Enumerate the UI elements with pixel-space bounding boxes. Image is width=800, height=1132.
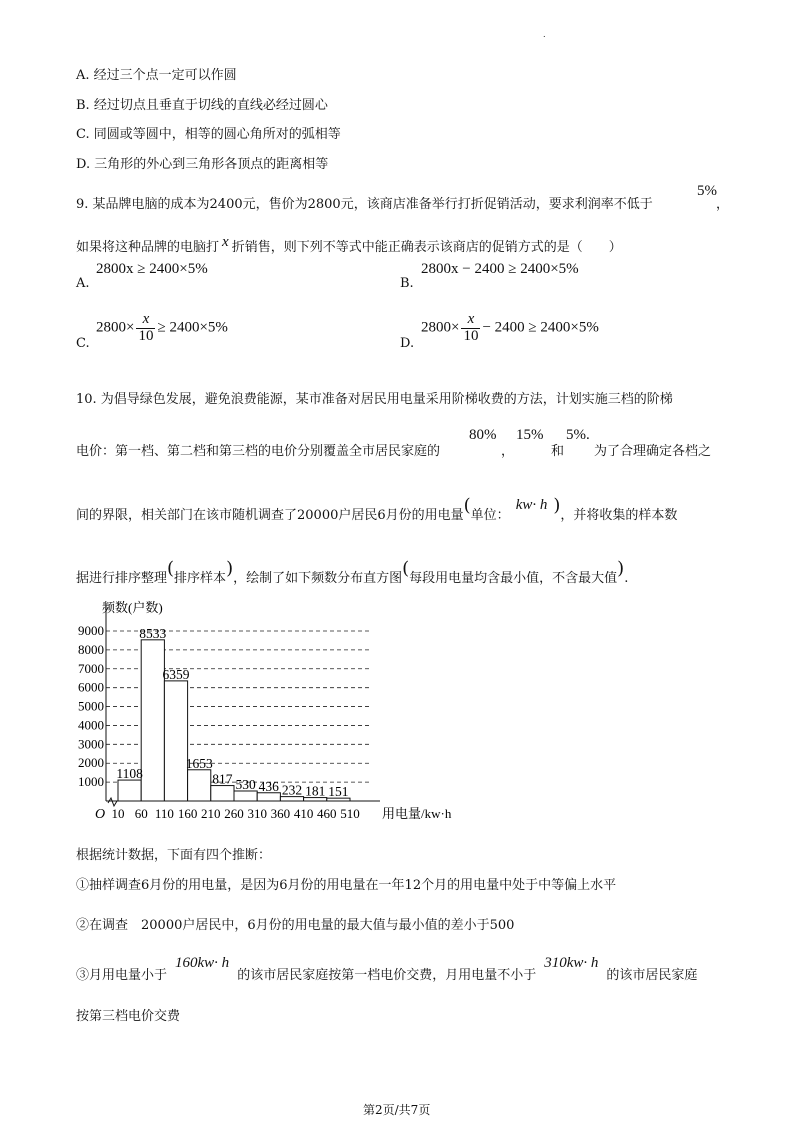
y-tick-2000: 2000 — [78, 755, 104, 771]
q9-option-a-expr: 2800x ≥ 2400×5% — [96, 261, 208, 277]
q10-line3-a: 间的界限，相关部门在该市随机调查了20000户居民6月份的用电量 — [76, 508, 464, 523]
origin-label: O — [95, 807, 106, 822]
bar-label-260: 530 — [235, 776, 256, 792]
s3-a: ③月用电量小于 — [76, 968, 168, 983]
q9-text: 9. 某品牌电脑的成本为2400元，售价为2800元，该商店准备举行打折促销活动，要求利润率不低于 — [76, 197, 653, 212]
q9-c-num: x — [136, 312, 155, 329]
q8-option-a: A. 经过三个点一定可以作圆 — [76, 68, 237, 83]
q9-c-den: 10 — [138, 327, 154, 344]
statement-3-line1 — [76, 955, 698, 984]
q9-d-pre: 2800× — [421, 319, 460, 336]
q9-line1-end: ， — [716, 197, 730, 212]
chart-bars — [118, 640, 350, 801]
x-tick-110: 110 — [154, 806, 174, 821]
q9-d-post: − 2400 ≥ 2400×5% — [482, 319, 599, 336]
s3-c: 的该市居民家庭 — [606, 968, 698, 983]
q9-d-num: x — [461, 312, 480, 329]
q9-option-d-expr — [421, 312, 599, 345]
chart-x-ticks — [112, 806, 360, 821]
q9-option-d-label: D. — [400, 336, 415, 351]
q10-comma: ， — [501, 444, 515, 459]
bar-110-160 — [164, 681, 187, 801]
bar-60-110 — [141, 640, 164, 801]
q9-d-den: 10 — [463, 327, 479, 344]
bar-260-310 — [234, 791, 257, 801]
x-tick-260: 260 — [224, 806, 244, 821]
bar-210-260 — [211, 786, 234, 801]
q10-paren3-close: ) — [617, 558, 625, 579]
bar-label-460: 151 — [328, 784, 349, 800]
y-tick-6000: 6000 — [78, 679, 104, 695]
page-footer: 第2页/共7页 — [363, 1103, 431, 1117]
q10-unit-label: 单位： — [470, 508, 510, 523]
q8-option-b: B. 经过切点且垂直于切线的直线必经过圆心 — [76, 98, 328, 113]
q9-line2-b: 折销售，则下列不等式中能正确表示该商店的促销方式的是（ ） — [231, 240, 622, 255]
q10-paren2-close: ) — [226, 558, 234, 579]
q10-paren2-open: ( — [167, 558, 175, 579]
x-tick-160: 160 — [177, 806, 198, 821]
s3-b: 的该市居民家庭按第一档电价交费，月用电量不小于 — [237, 968, 537, 983]
y-tick-5000: 5000 — [78, 698, 104, 714]
q9-option-c-expr — [96, 312, 228, 345]
q10-line4-p2: 每段用电量均含最小值，不含最大值 — [409, 571, 618, 586]
chart-y-ticks — [78, 623, 104, 789]
bar-label-210: 817 — [212, 771, 233, 787]
q10-and: 和 — [551, 444, 565, 459]
bar-label-160: 1653 — [185, 755, 213, 771]
q9-c-pre: 2800× — [96, 319, 135, 336]
q9-line1 — [76, 193, 653, 212]
x-axis-label: 用电量/kw·h — [382, 806, 452, 821]
y-tick-7000: 7000 — [78, 660, 104, 676]
q10-unit: kw· h — [515, 497, 548, 513]
bar-310-360 — [257, 793, 280, 801]
q10-line4 — [76, 558, 629, 587]
q10-paren3-open: ( — [402, 558, 410, 579]
y-tick-1000: 1000 — [78, 774, 104, 790]
bar-label-360: 232 — [281, 782, 303, 798]
q10-line3-b: ，并将收集的样本数 — [560, 508, 678, 523]
q9-percent: 5% — [697, 183, 717, 199]
q9-var-x: x — [222, 234, 229, 250]
x-tick-210: 210 — [201, 806, 221, 821]
q8-option-d: D. 三角形的外心到三角形各顶点的距离相等 — [76, 157, 329, 172]
axis-break-mark — [108, 798, 117, 806]
q10-line2-b: 为了合理确定各档之 — [594, 444, 712, 459]
q9-option-b-expr: 2800x − 2400 ≥ 2400×5% — [421, 261, 579, 277]
q10-p5: 5%. — [566, 427, 590, 443]
q10-paren-open: ( — [463, 495, 471, 516]
bar-160-210 — [188, 770, 211, 801]
bar-label-10: 1108 — [116, 766, 143, 782]
q10-line2-a: 电价：第一档、第二档和第三档的电价分别覆盖全市居民家庭的 — [76, 444, 441, 459]
x-tick-360: 360 — [270, 806, 291, 821]
s3-v1: 160kw· h — [175, 955, 230, 971]
statement-1: ①抽样调查6月份的用电量，是因为6月份的用电量在一年12个月的用电量中处于中等偏上水平 — [76, 878, 617, 893]
statement-3-line2: 按第三档电价交费 — [76, 1009, 181, 1024]
x-tick-310: 310 — [247, 806, 267, 821]
q10-line1: 10. 为倡导绿色发展，避免浪费能源，某市准备对居民用电量采用阶梯收费的方法，计划实施三档的阶梯 — [76, 392, 673, 407]
q10-p15: 15% — [516, 427, 544, 443]
q10-line4-p1: 排序样本 — [174, 571, 227, 586]
q9-d-fraction — [461, 312, 480, 345]
q10-line3 — [76, 495, 678, 524]
y-axis-label: 频数(户数) — [102, 600, 163, 615]
bar-label-110: 6359 — [162, 666, 190, 682]
q9-option-b-label: B. — [400, 276, 414, 291]
bar-10-60 — [118, 780, 141, 801]
q10-line4-end: . — [624, 571, 629, 586]
q8-option-c: C. 同圆或等圆中，相等的圆心角所对的弧相等 — [76, 127, 341, 142]
y-tick-4000: 4000 — [78, 717, 104, 733]
y-tick-9000: 9000 — [78, 623, 104, 638]
q10-paren-close: ) — [553, 495, 561, 516]
x-tick-410: 410 — [293, 806, 314, 821]
q9-line2 — [76, 236, 622, 256]
q10-p80: 80% — [469, 427, 497, 443]
q9-c-fraction — [136, 312, 155, 345]
q10-line4-b: ，绘制了如下频数分布直方图 — [233, 571, 403, 586]
bar-label-310: 436 — [258, 778, 279, 794]
histogram-chart — [62, 596, 482, 832]
after-intro: 根据统计数据，下面有四个推断： — [76, 848, 272, 863]
s3-v2: 310kw· h — [544, 955, 599, 971]
bar-label-60: 8533 — [139, 625, 167, 641]
q10-line4-a: 据进行排序整理 — [76, 571, 168, 586]
y-tick-8000: 8000 — [78, 641, 104, 657]
x-tick-60: 60 — [134, 806, 148, 821]
x-tick-10: 10 — [111, 806, 125, 821]
q9-option-a-label: A. — [76, 276, 90, 291]
q9-c-post: ≥ 2400×5% — [157, 319, 228, 336]
bar-label-410: 181 — [305, 783, 326, 799]
y-tick-3000: 3000 — [78, 736, 104, 752]
statement-2: ②在调查 20000户居民中，6月份的用电量的最大值与最小值的差小于500 — [76, 918, 515, 933]
x-tick-510: 510 — [340, 806, 360, 821]
top-dot: . — [543, 30, 546, 39]
q9-option-c-label: C. — [76, 336, 90, 351]
q9-line2-a: 如果将这种品牌的电脑打 — [76, 240, 220, 255]
x-tick-460: 460 — [317, 806, 337, 821]
